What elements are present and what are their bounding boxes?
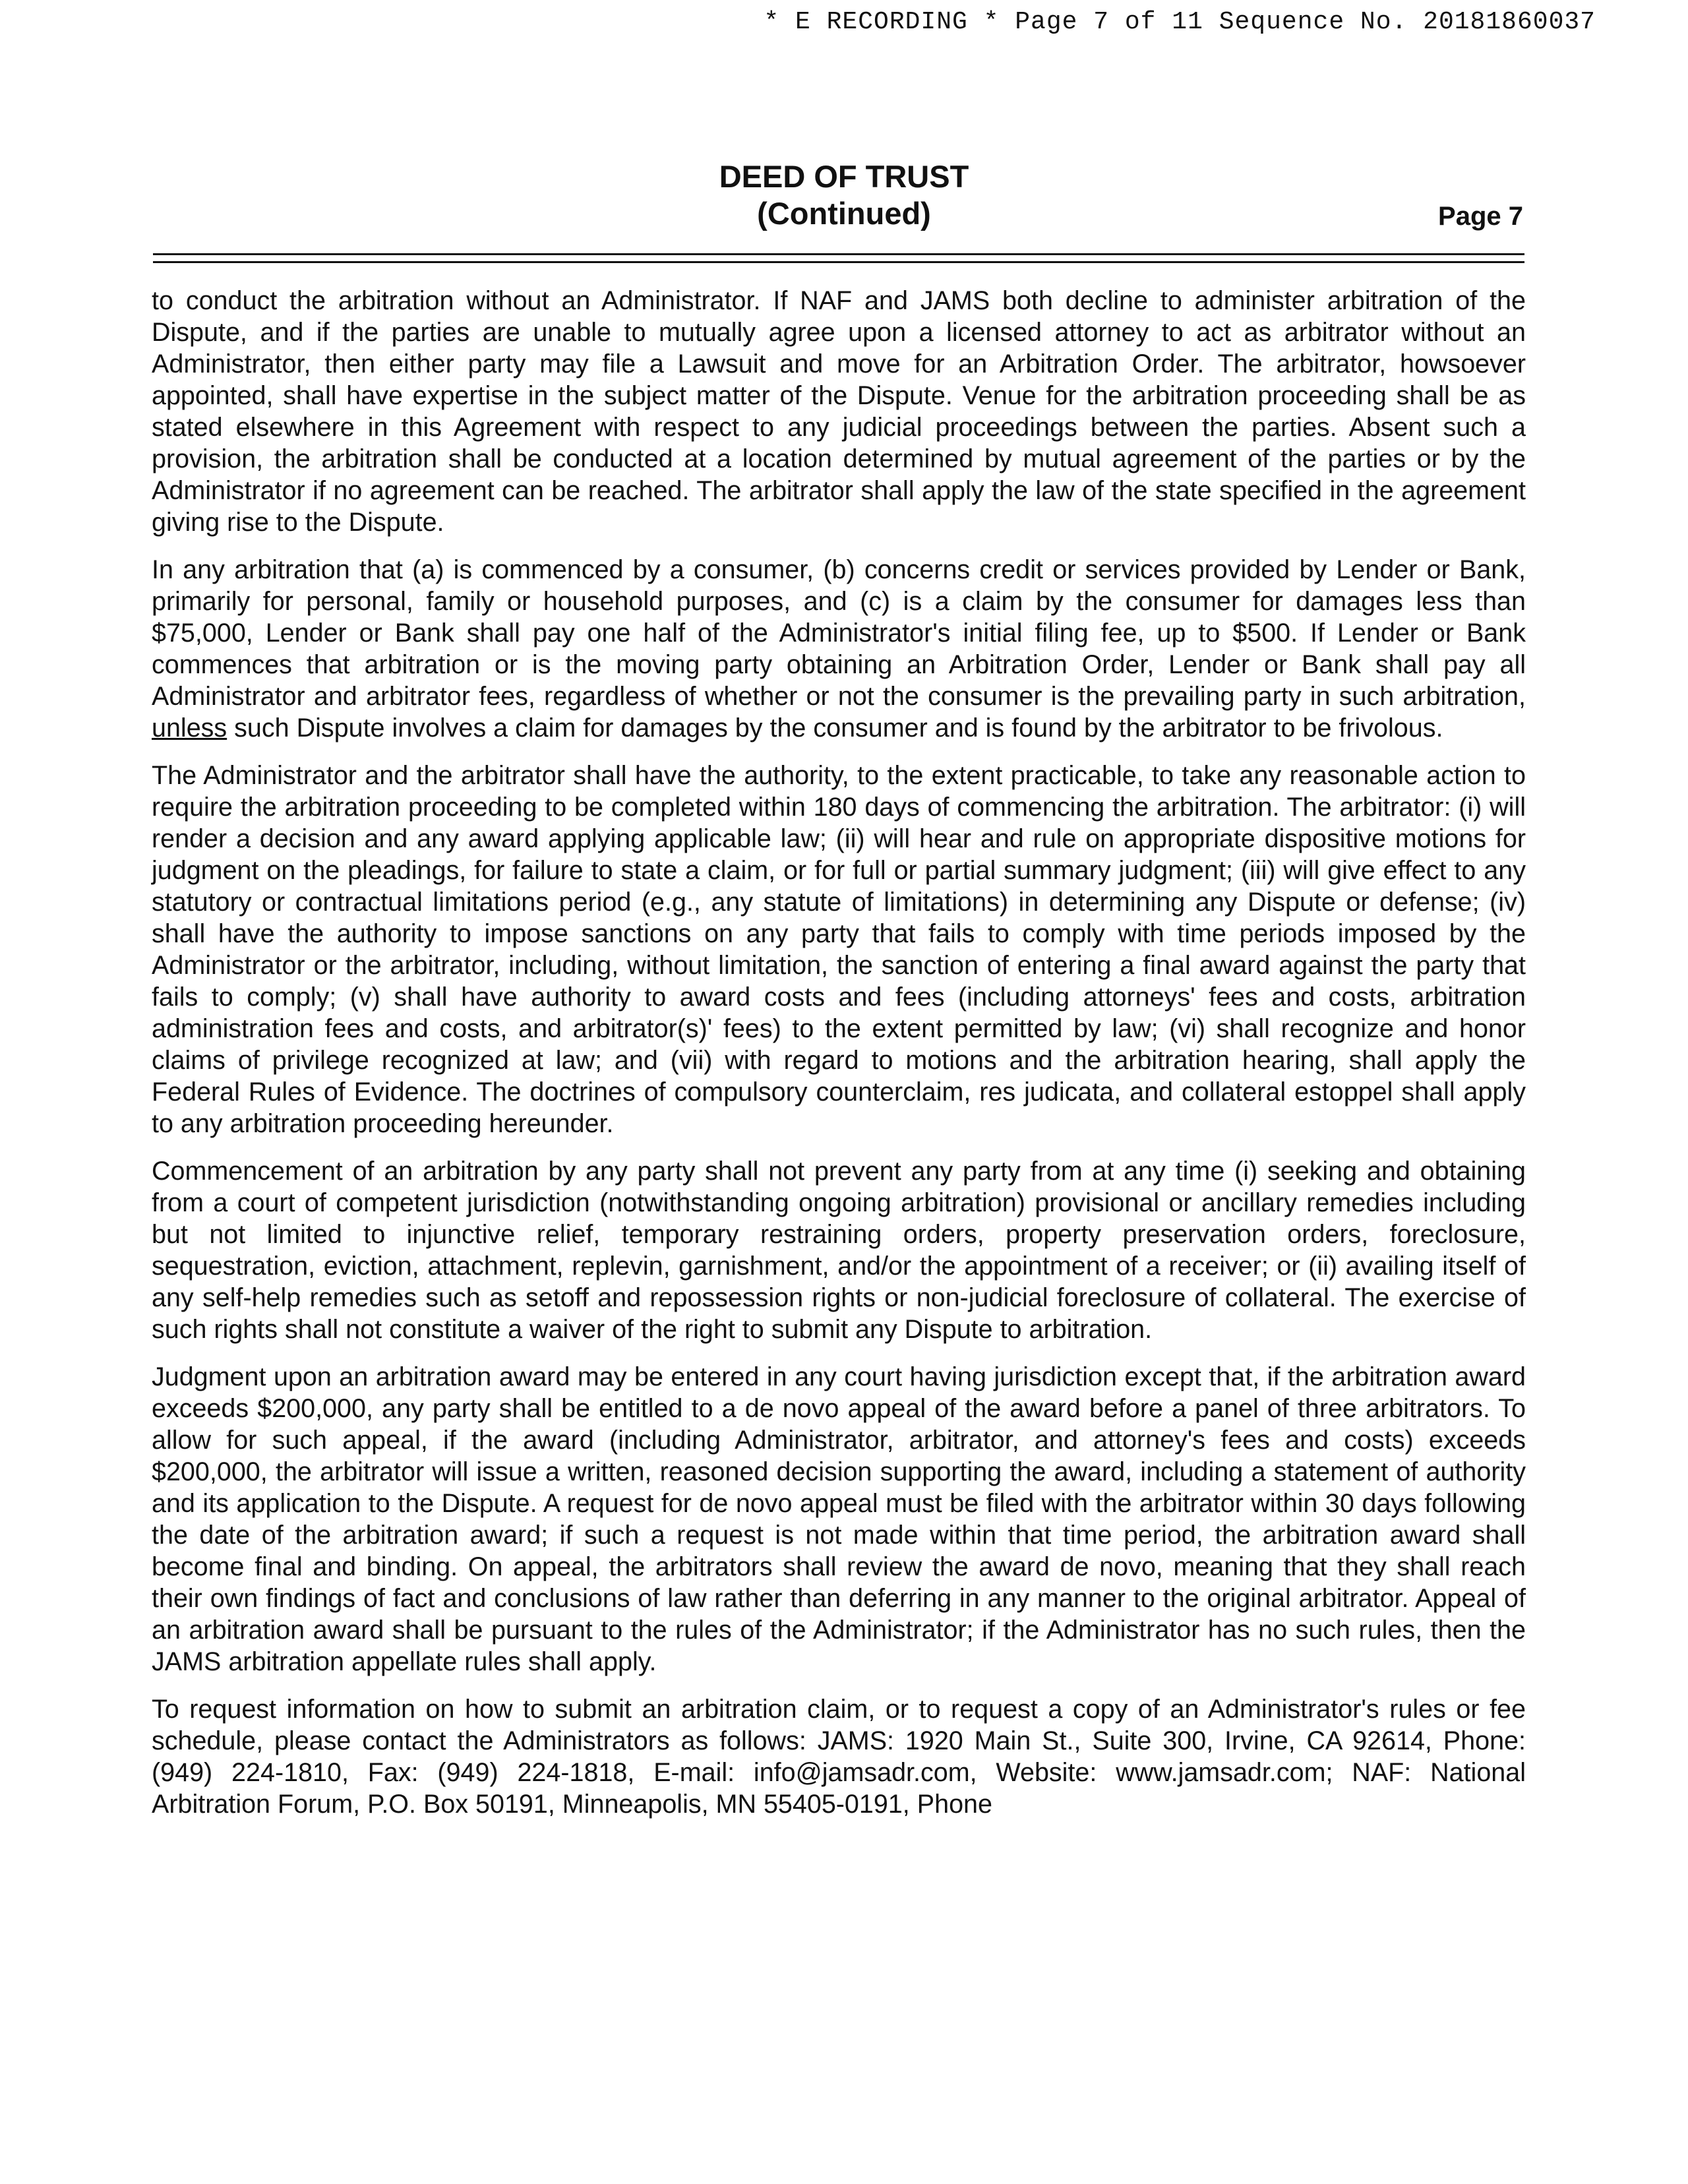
paragraph-provisional-remedies: Commencement of an arbitration by any party shall not prevent any party from at any time (i) seeking and obtaining from a court of competent jurisdiction (notwithstanding ongoing arbitration) provisional or ancillary remedies including but not limited to injunctive relief, temporary restraining orders, property preservation orders, foreclosure, sequestration, eviction, attachment, replevin, garnishment, and/or the appointment of a receiver; or (ii) availing itself of any self-help remedies such as setoff and repossession rights or non-judicial foreclosure of collateral. The exercise of such rights shall not constitute a waiver of the right to submit any Dispute to arbitration. <box>152 1157 1526 1344</box>
underlined-term: unless <box>152 713 227 743</box>
recording-header: * E RECORDING * Page 7 of 11 Sequence No. 20181860037 <box>764 8 1596 36</box>
paragraph-de-novo-appeal: Judgment upon an arbitration award may be entered in any court having jurisdiction except that, if the arbitration award exceeds $200,000, any party shall be entitled to a de novo appeal of the award before a panel of three arbitrators. To allow for such appeal, if the award (including Administrator, arbitrator, and attorney's fees and costs) exceeds $200,000, the arbitrator will issue a written, reasoned decision supporting the award, including a statement of authority and its application to the Dispute. A request for de novo appeal must be filed with the arbitrator within 30 days following the date of the arbitration award; if such a request is not made within that time period, the arbitration award shall become final and binding. On appeal, the arbitrators shall review the award de novo, meaning that they shall reach their own findings of fact and conclusions of law rather than deferring in any manner to the original arbitrator. Appeal of an arbitration award shall be pursuant to the rules of the Administrator; if the Administrator has no such rules, then the JAMS arbitration appellate rules shall apply. <box>152 1362 1526 1676</box>
page-number: Page 7 <box>1438 202 1523 231</box>
header-rule-top <box>153 253 1524 255</box>
paragraph-arbitrator-appointment: to conduct the arbitration without an Administrator. If NAF and JAMS both decline to administer arbitration of the Dispute, and if the parties are unable to mutually agree upon a licensed attorney to act as arbitrator without an Administrator, then either party may file a Lawsuit and move for an Arbitration Order. The arbitrator, howsoever appointed, shall have expertise in the subject matter of the Dispute. Venue for the arbitration proceeding shall be as stated elsewhere in this Agreement with respect to any judicial proceedings between the parties. Absent such a provision, the arbitration shall be conducted at a location determined by mutual agreement of the parties or by the Administrator if no agreement can be reached. The arbitrator shall apply the law of the state specified in the agreement giving rise to the Dispute. <box>152 286 1526 537</box>
document-body <box>152 285 1526 1836</box>
paragraph-consumer-fees <box>152 554 1526 744</box>
paragraph-arbitrator-authority: The Administrator and the arbitrator shall have the authority, to the extent practicable, to take any reasonable action to require the arbitration proceeding to be completed within 180 days of commencing the arbitration. The arbitrator: (i) will render a decision and any award applying applicable law; (ii) will hear and rule on appropriate dispositive motions for judgment on the pleadings, for failure to state a claim, or for full or partial summary judgment; (iii) will give effect to any statutory or contractual limitations period (e.g., any statute of limitations) in determining any Dispute or defense; (iv) shall have the authority to impose sanctions on any party that fails to comply with time periods imposed by the Administrator or the arbitrator, including, without limitation, the sanction of entering a final award against the party that fails to comply; (v) shall have authority to award costs and fees (including attorneys' fees and costs, arbitration administration fees and costs, and arbitrator(s)' fees) to the extent permitted by law; (vi) shall recognize and honor claims of privilege recognized at law; and (vii) with regard to motions and the arbitration hearing, shall apply the Federal Rules of Evidence. The doctrines of compulsory counterclaim, res judicata, and collateral estoppel shall apply to any arbitration proceeding hereunder. <box>152 761 1526 1138</box>
paragraph-administrator-contacts: To request information on how to submit an arbitration claim, or to request a copy of an Administrator's rules or fee schedule, please contact the Administrators as follows: JAMS: 1920 Main St., Suite 300, Irvine, CA 92614, Phone: (949) 224-1810, Fax: (949) 224-1818, E-mail: info@jamsadr.com, Website: www.jamsadr.com; NAF: National Arbitration Forum, P.O. Box 50191, Minneapolis, MN 55405-0191, Phone <box>152 1695 1526 1819</box>
document-subtitle: (Continued) <box>757 196 931 231</box>
document-title: DEED OF TRUST <box>719 159 969 194</box>
paragraph-text: In any arbitration that (a) is commenced by a consumer, (b) concerns credit or services provided by Lender or Bank, primarily for personal, family or household purposes, and (c) is a claim by the consumer for damages less than $75,000, Lender or Bank shall pay one half of the Administrator's initial filing fee, up to $500. If Lender or Bank commences that arbitration or is the moving party obtaining an Arbitration Order, Lender or Bank shall pay all Administrator and arbitrator fees, regardless of whether or not the consumer is the prevailing party in such arbitration, <box>152 555 1526 711</box>
header-rule-bottom <box>153 261 1524 263</box>
document-title-block <box>0 158 1688 232</box>
paragraph-text: such Dispute involves a claim for damages by the consumer and is found by the arbitrator to be frivolous. <box>234 713 1443 743</box>
